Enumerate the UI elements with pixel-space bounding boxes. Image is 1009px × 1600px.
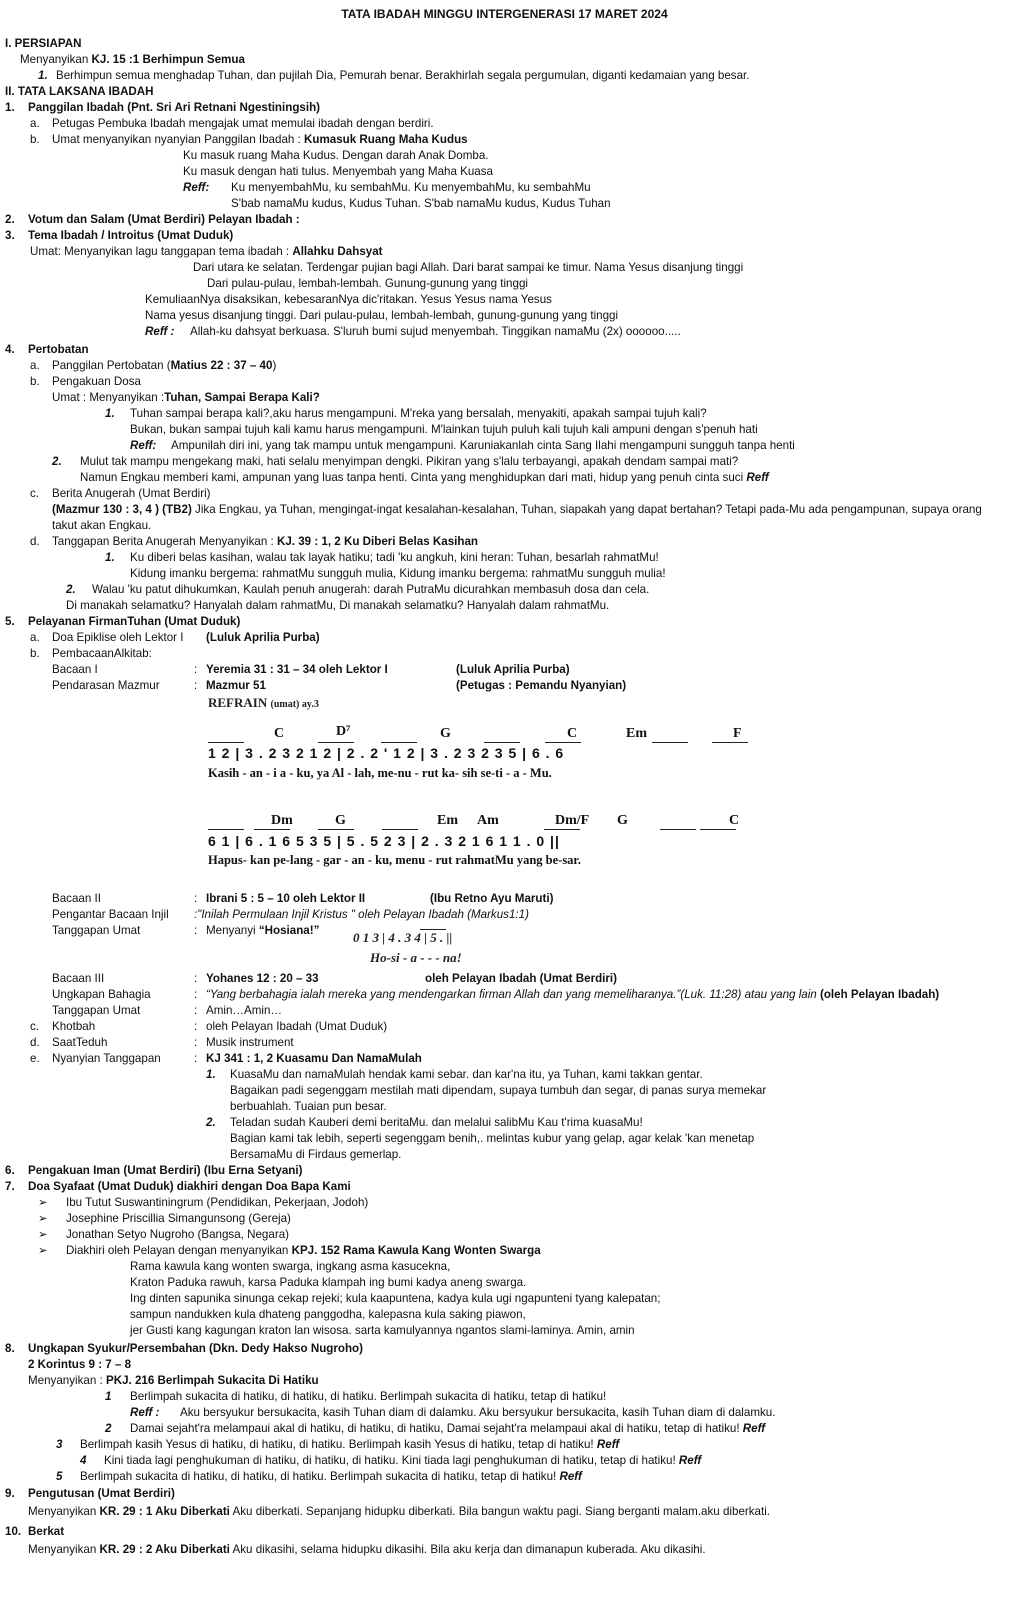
song-line: Berlimpah sukacita di hatiku, di hatiku, di hatiku. Berlimpah sukacita di hatiku, tetap di hatiku! Reff (80, 1470, 582, 1483)
refrain-lyrics-line-1: Kasih - an - i a - ku, ya Al - lah, me-nu - rut ka- sih se-ti - a - Mu. (208, 766, 552, 780)
bacaan-2-ref: Ibrani 5 : 5 – 10 oleh Lektor II (206, 892, 366, 905)
prayer-line: sampun nandukken kula dhateng panggodha, kalepasna kula saking piawon, (130, 1308, 526, 1321)
chord: C (729, 813, 740, 828)
chord: Em (626, 726, 647, 741)
verse-number: 2 (105, 1422, 112, 1435)
nyanyian-tanggapan-song: KJ 341 : 1, 2 Kuasamu Dan NamaMulah (206, 1052, 422, 1065)
song-line: BersamaMu di Firdaus gemerlap. (230, 1148, 402, 1161)
staff-line (544, 829, 580, 830)
item-number: 6. (5, 1164, 15, 1177)
staff-line (700, 829, 736, 830)
berkat-heading: Berkat (28, 1525, 65, 1538)
chord: G (440, 726, 451, 741)
chord: C (567, 726, 578, 741)
song-line: Berlimpah sukacita di hatiku, di hatiku, di hatiku. Berlimpah sukacita di hatiku, tetap di hatiku! (130, 1390, 607, 1403)
pengakuan-song-intro: Umat : Menyanyikan :Tuhan, Sampai Berapa Kali? (52, 391, 320, 404)
colon: : (194, 1036, 198, 1049)
votum-heading: Votum dan Salam (Umat Berdiri) Pelayan Ibadah : (28, 213, 300, 226)
pertobatan-heading: Pertobatan (28, 343, 89, 356)
sub-letter: b. (30, 647, 40, 660)
ungkapan-bahagia-label: Ungkapan Bahagia (52, 988, 151, 1001)
song-line: berbuahlah. Tuaian pun besar. (230, 1100, 387, 1113)
chord: Dm/F (555, 813, 590, 828)
song-line: Damai sejaht'ra melampaui akal di hatiku, di hatiku, di hatiku, Damai sejaht'ra melampaui akal di hatiku, tetap di hatiku! Reff (130, 1422, 766, 1435)
song-line: Ku diberi belas kasihan, walau tak layak hatiku; tadi 'ku angkuh, kini heran: Tuhan, besarlah rahmatMu! (130, 551, 659, 564)
staff-line (545, 742, 581, 743)
reff-label: Reff : (130, 1406, 160, 1419)
sub-letter: b. (30, 133, 40, 146)
sub-letter: c. (30, 487, 40, 500)
tanggapan-umat-label: Tanggapan Umat (52, 1004, 141, 1017)
item-number: 5. (5, 615, 15, 628)
sub-letter: e. (30, 1052, 40, 1065)
tema-ibadah-heading: Tema Ibadah / Introitus (Umat Duduk) (28, 229, 234, 242)
song-line: Ku masuk ruang Maha Kudus. Dengan darah Anak Domba. (183, 149, 489, 162)
arrow-bullet-icon: ➢ (38, 1228, 48, 1241)
bacaan-3-label: Bacaan III (52, 972, 105, 985)
tanggapan-berita-anugerah: Tanggapan Berita Anugerah Menyanyikan : KJ. 39 : 1, 2 Ku Diberi Belas Kasihan (52, 535, 478, 548)
chord: G (335, 813, 346, 828)
song-line: Dari pulau-pulau, lembah-lembah. Gunung-gunung yang tinggi (207, 277, 528, 290)
staff-line (318, 742, 354, 743)
tanggapan-umat-label: Tanggapan Umat (52, 924, 141, 937)
song-line: Allah-ku dahsyat berkuasa. S'luruh bumi sujud menyembah. Tinggikan namaMu (2x) oooooo..... (190, 325, 681, 338)
bacaan-2-person: (Ibu Retno Ayu Maruti) (430, 892, 554, 905)
song-line: KuasaMu dan namaMulah hendak kami sebar. dan kar'na itu, ya Tuhan, kami takkan gentar. (230, 1068, 703, 1081)
arrow-bullet-icon: ➢ (38, 1212, 48, 1225)
verse-number: 1. (105, 551, 115, 564)
panggilan-ibadah-heading: Panggilan Ibadah (Pnt. Sri Ari Retnani Ngestiningsih) (28, 101, 321, 114)
chord: C (274, 726, 285, 741)
syafaat-item: Diakhiri oleh Pelayan dengan menyanyikan KPJ. 152 Rama Kawula Kang Wonten Swarga (66, 1244, 541, 1257)
panggilan-pertobatan: Panggilan Pertobatan (Matius 22 : 37 – 40) (52, 359, 277, 372)
sub-letter: d. (30, 1036, 40, 1049)
panggilan-a: Petugas Pembuka Ibadah mengajak umat memulai ibadah dengan berdiri. (52, 117, 434, 130)
song-line: Tuhan sampai berapa kali?,aku harus mengampuni. M'reka yang bersalah, menyakiti, apakah sampai tujuh kali? (130, 407, 707, 420)
staff-line (318, 829, 354, 830)
staff-line (712, 742, 748, 743)
song-line: Aku bersyukur bersukacita, kasih Tuhan diam di dalamku. Aku bersyukur bersukacita, kasih Tuhan diam di dalamku. (180, 1406, 776, 1419)
staff-line (208, 742, 244, 743)
prayer-line: jer Gusti kang kagungan kraton lan wisosa. sarta kamulyannya ngantos slami-laminya. Amin, amin (130, 1324, 635, 1337)
sub-letter: d. (30, 535, 40, 548)
verse-number: 1 (105, 1390, 112, 1403)
berkat-song: Menyanyikan KR. 29 : 2 Aku Diberkati Aku dikasihi, selama hidupku dikasihi. Bila aku kerja dan dimanapun kuberada. Aku dikasihi. (28, 1543, 706, 1556)
chord: G (617, 813, 628, 828)
persiapan-verse-number: 1. (38, 69, 48, 82)
doa-epiklise: Doa Epiklise oleh Lektor I (52, 631, 184, 644)
section-tata-laksana-heading: II. TATA LAKSANA IBADAH (5, 85, 154, 98)
staff-line (660, 829, 696, 830)
bacaan-1-ref: Yeremia 31 : 31 – 34 oleh Lektor I (206, 663, 388, 676)
syafaat-item: Jonathan Setyo Nugroho (Bangsa, Negara) (66, 1228, 289, 1241)
item-number: 4. (5, 343, 15, 356)
tanggapan-hosiana: Menyanyi “Hosiana!” (206, 924, 320, 937)
colon: : (194, 1004, 198, 1017)
staff-line (652, 742, 688, 743)
verse-number: 2. (52, 455, 62, 468)
persembahan-song: Menyanyikan : PKJ. 216 Berlimpah Sukacita Di Hatiku (28, 1374, 319, 1387)
colon: : (194, 663, 198, 676)
sub-letter: b. (30, 375, 40, 388)
pembacaan-alkitab: PembacaanAlkitab: (52, 647, 152, 660)
panggilan-b: Umat menyanyikan nyanyian Panggilan Ibadah : Kumasuk Ruang Maha Kudus (52, 133, 468, 146)
prayer-line: Kraton Paduka rawuh, karsa Paduka klampah ing bumi kadya aneng swarga. (130, 1276, 527, 1289)
hosiana-lyrics: Ho-si - a - - - na! (370, 950, 462, 965)
chord: F (733, 726, 742, 741)
bacaan-1-label: Bacaan I (52, 663, 98, 676)
colon: : (194, 924, 198, 937)
verse-number: 3 (56, 1438, 63, 1451)
song-line: Berlimpah kasih Yesus di hatiku, di hatiku, di hatiku. Berlimpah kasih Yesus di hatiku, tetap di hatiku! Reff (80, 1438, 620, 1451)
sub-letter: a. (30, 359, 40, 372)
colon: : (194, 1052, 198, 1065)
bacaan-3-person: oleh Pelayan Ibadah (Umat Berdiri) (425, 972, 617, 985)
song-line: Bagian kami tak lebih, seperti segenggam benih,. melintas kubur yang gelap, agar kelak 'kan menetap (230, 1132, 755, 1145)
song-line: Mulut tak mampu mengekang maki, hati selalu menyimpan dengki. Pikiran yang s'lalu terbayangi, apakah dendam sampai mati? (80, 455, 739, 468)
verse-number: 5 (56, 1470, 63, 1483)
doa-syafaat-heading: Doa Syafaat (Umat Duduk) diakhiri dengan Doa Bapa Kami (28, 1180, 351, 1193)
chord: D⁷ (336, 724, 351, 739)
item-number: 8. (5, 1342, 15, 1355)
korintus-ref: 2 Korintus 9 : 7 – 8 (28, 1358, 132, 1371)
colon: : (194, 1020, 198, 1033)
song-line: Ku masuk dengan hati tulus. Menyembah yang Maha Kuasa (183, 165, 494, 178)
bacaan-3-ref: Yohanes 12 : 20 – 33 (206, 972, 319, 985)
persiapan-song-line: Menyanyikan KJ. 15 :1 Berhimpun Semua (20, 53, 245, 66)
arrow-bullet-icon: ➢ (38, 1196, 48, 1209)
song-line: Kidung imanku bergema: rahmatMu sungguh mulia, Kidung imanku bergema: rahmatMu sungguh mulia! (130, 567, 666, 580)
verse-number: 2. (66, 583, 76, 596)
pengutusan-song: Menyanyikan KR. 29 : 1 Aku Diberkati Aku diberkati. Sepanjang hidupku diberkati. Bila bangun waktu pagi. Siang berganti malam.aku diberkati. (28, 1505, 771, 1518)
staff-line (381, 742, 417, 743)
verse-number: 2. (206, 1116, 216, 1129)
section-persiapan-heading: I. PERSIAPAN (5, 37, 82, 50)
chord: Dm (271, 813, 293, 828)
persiapan-verse: Berhimpun semua menghadap Tuhan, dan pujilah Dia, Pemurah benar. Berakhirlah segala pergumulan, diganti kedamaian yang besar. (56, 69, 750, 82)
sub-letter: a. (30, 631, 40, 644)
verse-number: 4 (80, 1454, 87, 1467)
saat-teduh-label: SaatTeduh (52, 1036, 108, 1049)
staff-line (382, 829, 418, 830)
nyanyian-tanggapan-label: Nyanyian Tanggapan (52, 1052, 161, 1065)
song-line: Namun Engkau memberi kami, ampunan yang luas tanpa henti. Cinta yang menghidupkan dari mati, hidup yang penuh cinta suci Reff (80, 471, 769, 484)
reff-label: Reff: (130, 439, 157, 452)
pendarasan-person: (Petugas : Pemandu Nyanyian) (456, 679, 627, 692)
doa-epiklise-person: (Luluk Aprilia Purba) (206, 631, 320, 644)
refrain-notes-line-2: 6 1 | 6 . 1 6 5 3 5 | 5 . 5 2 3 | 2 . 3 2 1 6 1 1 . 0 || (208, 833, 560, 849)
bacaan-1-person: (Luluk Aprilia Purba) (456, 663, 570, 676)
ungkapan-bahagia-text: “Yang berbahagia ialah mereka yang mendengarkan firman Allah dan yang memeliharanya.”(Luk. 11:28) atau yang lain (oleh Pelayan Ibadah) (206, 988, 940, 1001)
pengakuan-dosa: Pengakuan Dosa (52, 375, 141, 388)
song-line: Ku menyembahMu, ku sembahMu. Ku menyembahMu, ku sembahMu (231, 181, 591, 194)
khotbah-text: oleh Pelayan Ibadah (Umat Duduk) (206, 1020, 388, 1033)
song-line: Nama yesus disanjung tinggi. Dari pulau-pulau, lembah-lembah, gunung-gunung yang tinggi (145, 309, 619, 322)
berita-anugerah-heading: Berita Anugerah (Umat Berdiri) (52, 487, 211, 500)
item-number: 1. (5, 101, 15, 114)
pendarasan-label: Pendarasan Mazmur (52, 679, 160, 692)
prayer-line: Ing dinten sapunika sinunga cekap rejeki; kula kaapuntena, kadya kula ugi ngapunteni tyang kalepatan; (130, 1292, 661, 1305)
pengutusan-heading: Pengutusan (Umat Berdiri) (28, 1487, 175, 1500)
song-line: Kini tiada lagi penghukuman di hatiku, di hatiku, di hatiku. Kini tiada lagi penghukuman di hatiku, tetap di hatiku! Reff (104, 1454, 702, 1467)
chord: Em (437, 813, 458, 828)
pengantar-injil-label: Pengantar Bacaan Injil (52, 908, 169, 921)
arrow-bullet-icon: ➢ (38, 1244, 48, 1257)
pengakuan-iman-heading: Pengakuan Iman (Umat Berdiri) (Ibu Erna Setyani) (28, 1164, 303, 1177)
verse-number: 1. (206, 1068, 216, 1081)
song-line: Bagaikan padi segenggam mestilah mati dipendam, supaya tumbuh dan segar, di panas surya memekar (230, 1084, 767, 1097)
tema-song-intro: Umat: Menyanyikan lagu tanggapan tema ibadah : Allahku Dahsyat (30, 245, 383, 258)
item-number: 7. (5, 1180, 15, 1193)
colon: : (194, 988, 198, 1001)
colon: : (194, 892, 198, 905)
reff-label: Reff: (183, 181, 210, 194)
pelayanan-firman-heading: Pelayanan FirmanTuhan (Umat Duduk) (28, 615, 241, 628)
item-number: 9. (5, 1487, 15, 1500)
song-line: Walau 'ku patut dihukumkan, Kaulah penuh anugerah: darah PutraMu dicurahkan membasuh dosa dan cela. (92, 583, 650, 596)
staff-line (208, 829, 244, 830)
berita-anugerah-text: (Mazmur 130 : 3, 4 ) (TB2) Jika Engkau, ya Tuhan, mengingat-ingat kesalahan-kesalahan, Tuhan, siapakah yang dapat bertahan? Tetapi pada-Mu ada pengampunan, supaya orang takut akan Engkau. (52, 503, 982, 532)
pendarasan-ref: Mazmur 51 (206, 679, 266, 692)
syafaat-item: Ibu Tutut Suswantiningrum (Pendidikan, Pekerjaan, Jodoh) (66, 1196, 369, 1209)
staff-line (254, 829, 290, 830)
sub-letter: c. (30, 1020, 40, 1033)
sub-letter: a. (30, 117, 40, 130)
reff-label: Reff : (145, 325, 175, 338)
chord: Am (477, 813, 499, 828)
ungkapan-syukur-heading: Ungkapan Syukur/Persembahan (Dkn. Dedy Hakso Nugroho) (28, 1342, 364, 1355)
syafaat-item: Josephine Priscillia Simangunsong (Gereja) (66, 1212, 291, 1225)
song-line: S'bab namaMu kudus, Kudus Tuhan. S'bab namaMu kudus, Kudus Tuhan (231, 197, 611, 210)
tanggapan-amin: Amin…Amin… (206, 1004, 283, 1017)
khotbah-label: Khotbah (52, 1020, 96, 1033)
song-line: Ampunilah diri ini, yang tak mampu untuk mengampuni. Karuniakanlah cinta Sang Ilahi mengampuni sungguh tanpa henti (171, 439, 795, 452)
staff-line (420, 929, 446, 930)
item-number: 10. (5, 1525, 22, 1538)
item-number: 3. (5, 229, 15, 242)
saat-teduh-text: Musik instrument (206, 1036, 294, 1049)
pengantar-injil-text: :"Inilah Permulaan Injil Kristus " oleh Pelayan Ibadah (Markus1:1) (194, 908, 529, 921)
staff-line (484, 742, 520, 743)
refrain-label: REFRAIN (umat) ay.3 (208, 695, 319, 710)
item-number: 2. (5, 213, 15, 226)
colon: : (194, 972, 198, 985)
document-title: TATA IBADAH MINGGU INTERGENERASI 17 MARET 2024 (341, 7, 668, 21)
song-line: Bukan, bukan sampai tujuh kali kamu harus mengampuni. M'lainkan tujuh puluh kali tujuh kali ampuni dengan s'penuh hati (130, 423, 758, 436)
verse-number: 1. (105, 407, 115, 420)
song-line: Dari utara ke selatan. Terdengar pujian bagi Allah. Dari barat sampai ke timur. Nama Yesus disanjung tinggi (193, 261, 744, 274)
song-line: KemuliaanNya disaksikan, kebesaranNya dic'ritakan. Yesus Yesus nama Yesus (145, 293, 552, 306)
song-line: Di manakah selamatku? Hanyalah dalam rahmatMu, Di manakah selamatku? Hanyalah dalam rahmatMu. (66, 599, 610, 612)
bacaan-2-label: Bacaan II (52, 892, 101, 905)
song-line: Teladan sudah Kauberi demi beritaMu. dan melalui salibMu Kau t'rima kuasaMu! (230, 1116, 643, 1129)
refrain-lyrics-line-2: Hapus- kan pe-lang - gar - an - ku, menu - rut rahmatMu yang be-sar. (208, 853, 581, 867)
refrain-notes-line-1: 1 2 | 3 . 2 3 2 1 2 | 2 . 2 ' 1 2 | 3 . 2 3 2 3 5 | 6 . 6 (208, 745, 565, 761)
hosiana-notes: 0 1 3 | 4 . 3 4 | 5 . || (353, 930, 453, 945)
colon: : (194, 679, 198, 692)
prayer-line: Rama kawula kang wonten swarga, ingkang asma kasucekna, (130, 1260, 451, 1273)
